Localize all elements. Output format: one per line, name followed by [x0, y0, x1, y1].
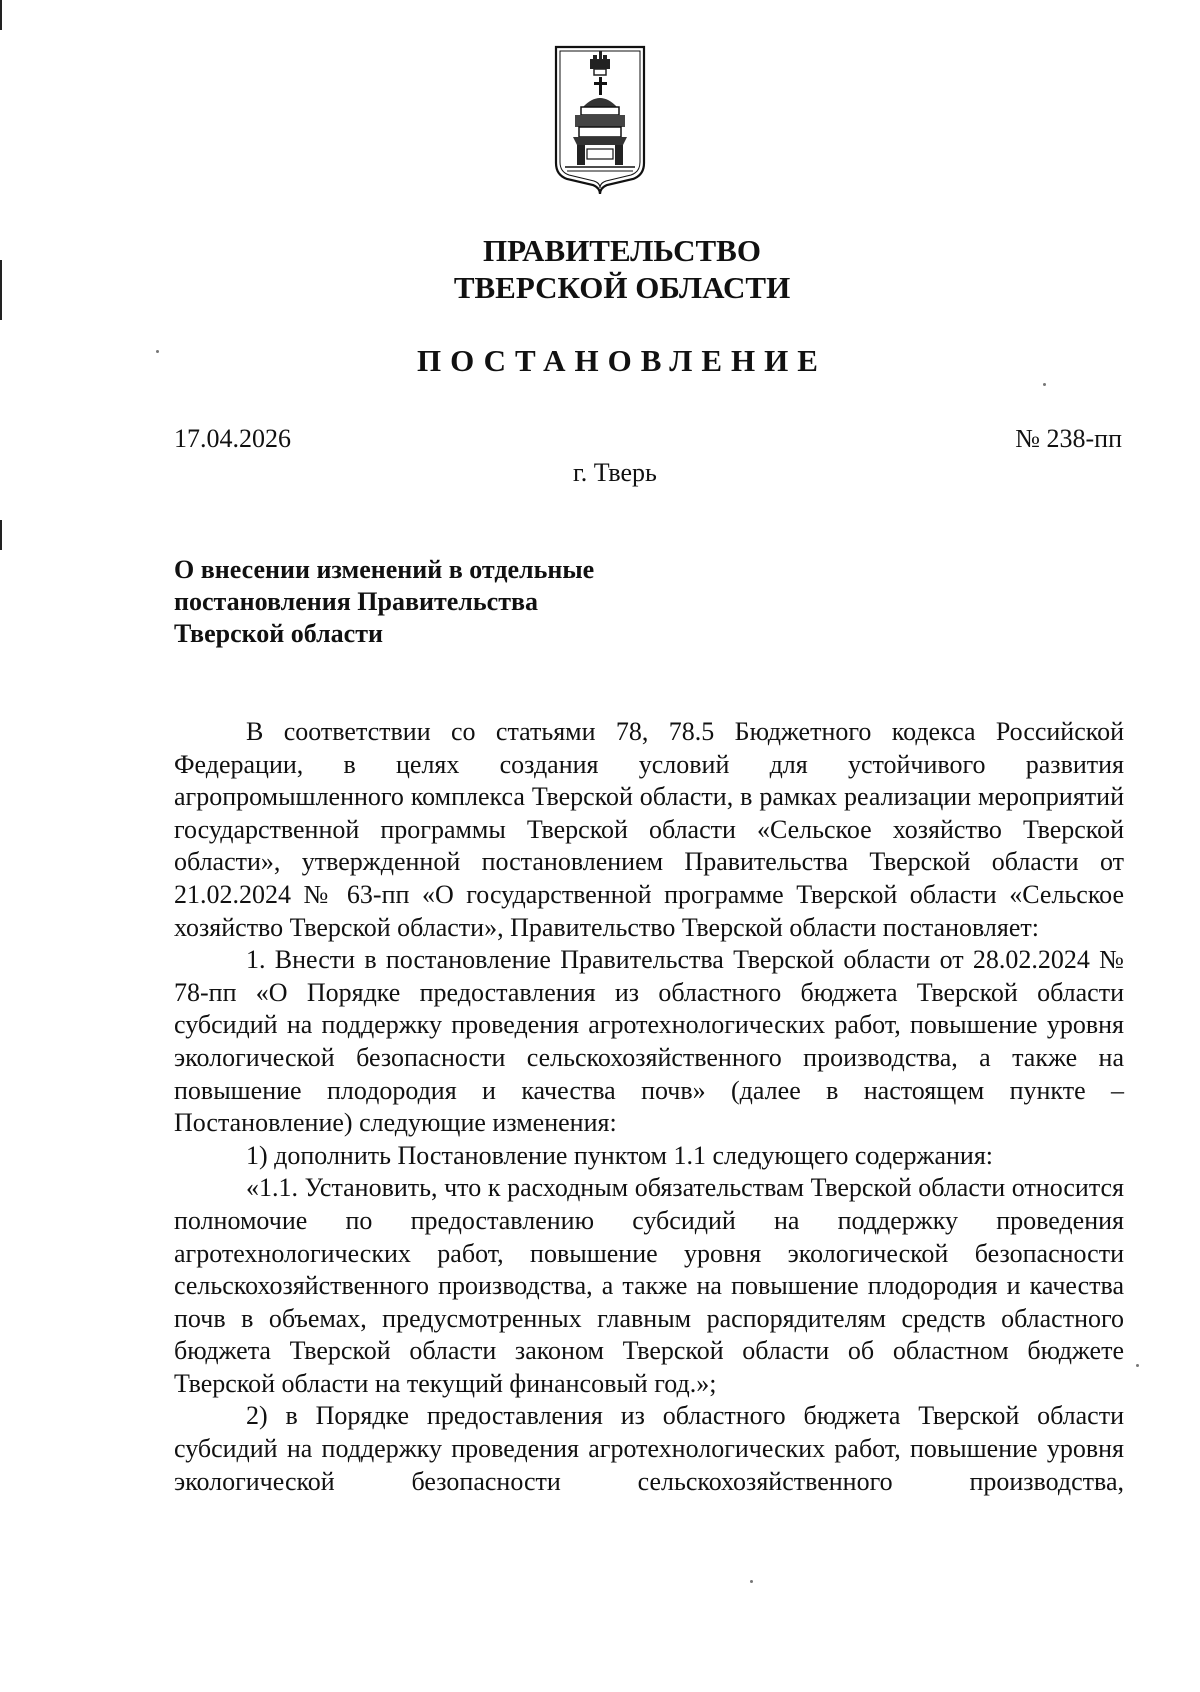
- government-name-line: ПРАВИТЕЛЬСТВО: [483, 233, 761, 268]
- body-paragraph: «1.1. Установить, что к расходным обязательствам Тверской области относится полномочие по предоставлению субсидий на поддержку проведения агротехнологических работ, повышение уровня экологической безопасности сельскохозяйственного производства, а также на повышение плодородия и качества почв в объемах, предусмотренных главным распорядителям средств областного бюджета Тверской области законом Тверской области об областном бюджете Тверской области на текущий финансовый год.»;: [174, 1173, 1124, 1398]
- scan-speck: [750, 1580, 753, 1583]
- scan-speck: [1043, 383, 1046, 386]
- tver-oblast-coat-of-arms-icon: [553, 45, 647, 195]
- government-name: [0, 232, 1200, 306]
- scan-edge-mark: [0, 0, 2, 30]
- document-number: № 238-пп: [1015, 424, 1122, 453]
- document-body: [174, 716, 1124, 1498]
- document-city: г. Тверь: [573, 458, 657, 487]
- body-paragraph: 1) дополнить Постановление пунктом 1.1 следующего содержания:: [246, 1140, 994, 1170]
- document-type-heading: ПОСТАНОВЛЕНИЕ: [417, 343, 827, 378]
- body-paragraph: 2) в Порядке предоставления из областного бюджета Тверской области субсидий на поддержку проведения агротехнологических работ, повышение уровня экологической безопасности сельскохозяйственного производства,: [174, 1401, 1124, 1496]
- body-paragraph: В соответствии со статьями 78, 78.5 Бюджетного кодекса Российской Федерации, в целях создания условий для устойчивого развития агропромышленного комплекса Тверской области, в рамках реализации мероприятий государственной программы Тверской области «Сельское хозяйство Тверской области», утвержденной постановлением Правительства Тверской области от 21.02.2024 № 63-пп «О государственной программе Тверской области «Сельское хозяйство Тверской области», Правительство Тверской области постановляет:: [174, 717, 1124, 942]
- scan-speck: [1136, 1364, 1139, 1367]
- government-name-line: ТВЕРСКОЙ ОБЛАСТИ: [453, 270, 791, 305]
- body-paragraph: 1. Внести в постановление Правительства Тверской области от 28.02.2024 № 78-пп «О Порядке предоставления из областного бюджета Тверской области субсидий на поддержку проведения агротехнологических работ, повышение уровня экологической безопасности сельскохозяйственного производства, а также на повышение плодородия и качества почв» (далее в настоящем пункте – Постановление) следующие изменения:: [174, 945, 1124, 1138]
- scan-edge-mark: [0, 520, 2, 550]
- subject-line: постановления Правительства: [174, 587, 538, 616]
- subject-line: О внесении изменений в отдельные: [174, 555, 595, 584]
- document-date: 17.04.2026: [174, 424, 291, 453]
- document-subject: [174, 554, 594, 650]
- subject-line: Тверской области: [174, 619, 383, 648]
